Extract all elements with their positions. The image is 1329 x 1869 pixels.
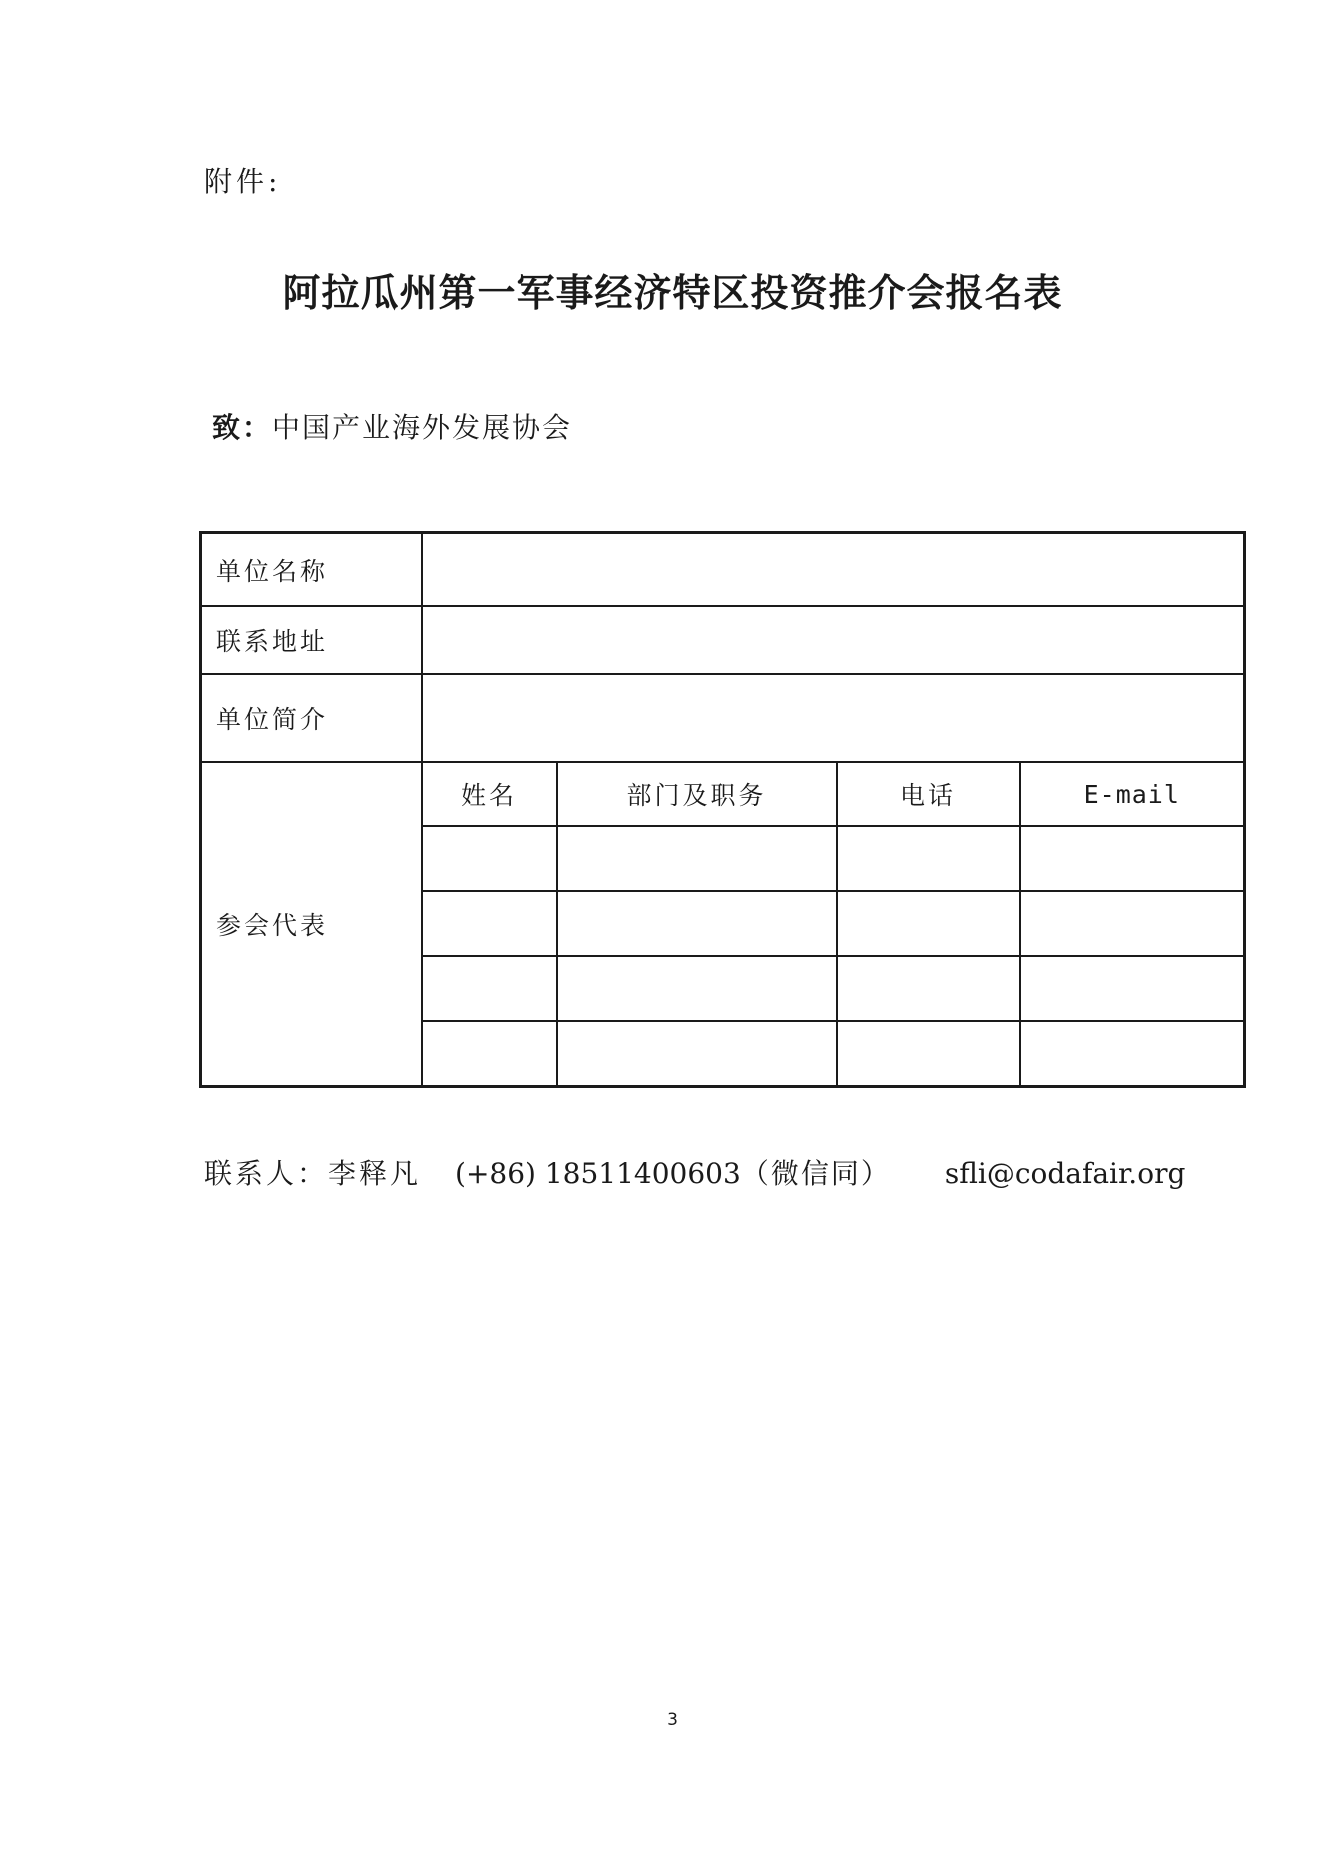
unit-intro-field[interactable]: [422, 674, 1245, 762]
column-header-email: E-mail: [1020, 762, 1245, 826]
column-header-name: 姓名: [422, 762, 557, 826]
contact-address-label: 联系地址: [201, 606, 422, 674]
page-number: 3: [667, 1710, 678, 1730]
addressee-name: 中国产业海外发展协会: [272, 411, 573, 444]
contact-line: [204, 1152, 1185, 1192]
delegate-name-cell[interactable]: [422, 956, 557, 1021]
delegate-header-row: [201, 762, 1245, 826]
attachment-label: 附件:: [204, 165, 282, 198]
delegate-phone-cell[interactable]: [837, 826, 1020, 891]
delegate-email-cell[interactable]: [1020, 826, 1245, 891]
column-header-department-position: 部门及职务: [557, 762, 837, 826]
page-title: 阿拉瓜州第一军事经济特区投资推介会报名表: [282, 270, 1063, 315]
form-row-unit-name: [201, 533, 1245, 607]
delegate-email-cell[interactable]: [1020, 956, 1245, 1021]
contact-address-field[interactable]: [422, 606, 1245, 674]
delegate-department-cell[interactable]: [557, 1021, 837, 1087]
delegate-name-cell[interactable]: [422, 1021, 557, 1087]
registration-form-table: [199, 531, 1246, 1088]
delegate-phone-cell[interactable]: [837, 891, 1020, 956]
delegate-name-cell[interactable]: [422, 891, 557, 956]
unit-intro-label: 单位简介: [201, 674, 422, 762]
contact-phone: (+86) 18511400603: [455, 1157, 741, 1190]
delegates-label: 参会代表: [201, 762, 422, 1087]
delegate-phone-cell[interactable]: [837, 1021, 1020, 1087]
delegate-name-cell[interactable]: [422, 826, 557, 891]
unit-name-field[interactable]: [422, 533, 1245, 607]
delegate-department-cell[interactable]: [557, 826, 837, 891]
delegate-email-cell[interactable]: [1020, 1021, 1245, 1087]
column-header-phone: 电话: [837, 762, 1020, 826]
contact-email: sfli@codafair.org: [944, 1157, 1186, 1190]
delegate-email-cell[interactable]: [1020, 891, 1245, 956]
addressee-prefix: 致：: [212, 411, 273, 444]
addressee: [212, 406, 572, 446]
delegate-department-cell[interactable]: [557, 891, 837, 956]
contact-person: 联系人：李释凡: [204, 1157, 422, 1190]
delegate-phone-cell[interactable]: [837, 956, 1020, 1021]
delegate-department-cell[interactable]: [557, 956, 837, 1021]
contact-wechat-note: （微信同）: [740, 1157, 891, 1190]
unit-name-label: 单位名称: [201, 533, 422, 607]
form-row-unit-intro: [201, 674, 1245, 762]
form-row-contact-address: [201, 606, 1245, 674]
